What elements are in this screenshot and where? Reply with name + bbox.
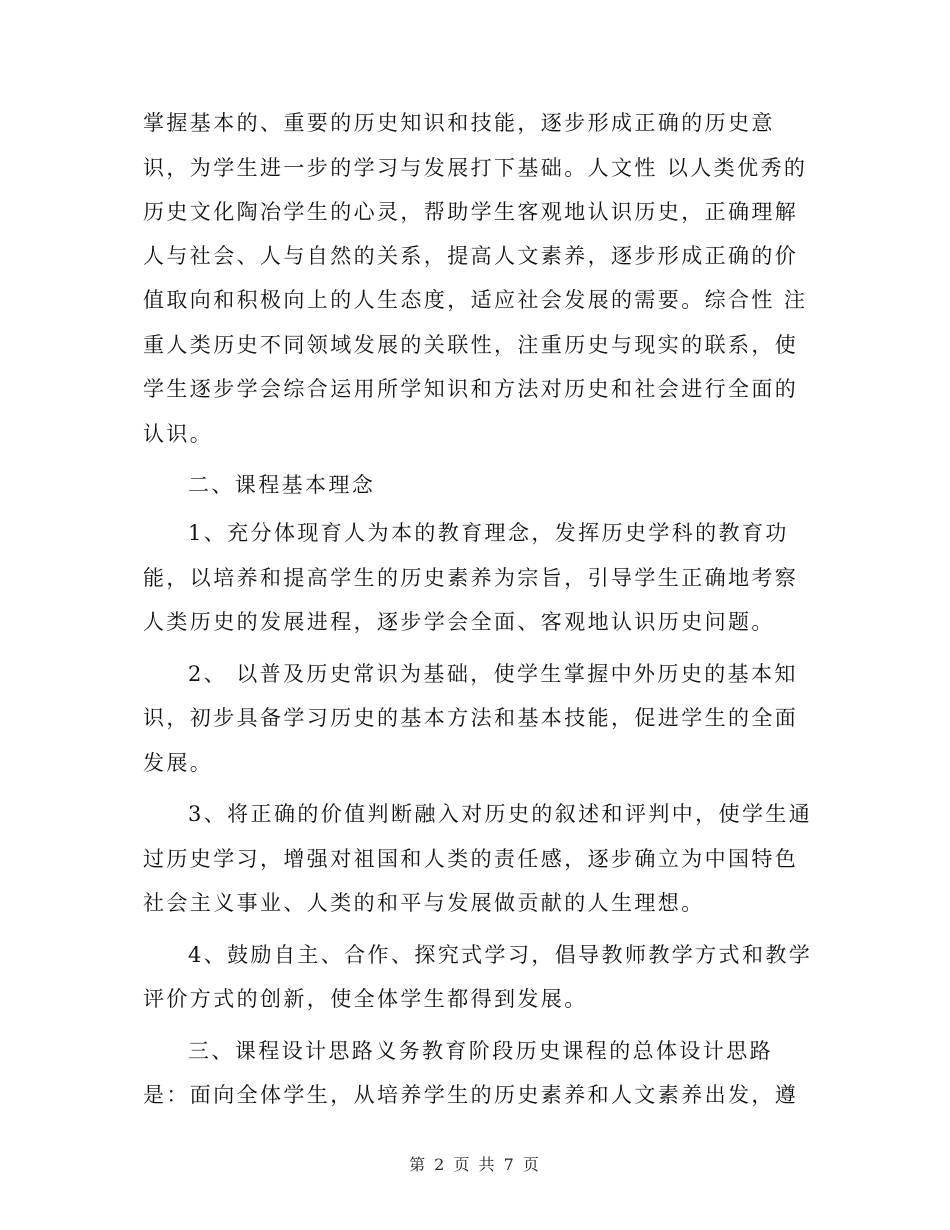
text-line: 2、 以普及历史常识为基础，使学生掌握中外历史的基本知 bbox=[188, 662, 798, 686]
text-line: 值取向和积极向上的人生态度，适应社会发展的需要。综合性 注 bbox=[143, 288, 808, 312]
text-line: 人与社会、人与自然的关系，提高人文素养，逐步形成正确的价 bbox=[143, 244, 799, 268]
text-line: 学生逐步学会综合运用所学知识和方法对历史和社会进行全面的 bbox=[143, 377, 799, 401]
page-number: 第 2 页 共 7 页 bbox=[409, 1155, 541, 1174]
text-line: 3、将正确的价值判断融入对历史的叙述和评判中，使学生通 bbox=[188, 802, 813, 826]
text-line: 能，以培养和提高学生的历史素养为宗旨，引导学生正确地考察 bbox=[143, 566, 799, 590]
text-line: 社会主义事业、人类的和平与发展做贡献的人生理想。 bbox=[143, 891, 705, 915]
text-line: 评价方式的创新，使全体学生都得到发展。 bbox=[143, 987, 588, 1011]
text-line: 历史文化陶冶学生的心灵，帮助学生客观地认识历史，正确理解 bbox=[143, 200, 799, 224]
text-line: 掌握基本的、重要的历史知识和技能，逐步形成正确的历史意 bbox=[143, 111, 775, 135]
text-line: 过历史学习，增强对祖国和人类的责任感，逐步确立为中国特色 bbox=[143, 847, 799, 871]
text-line: 4、鼓励自主、合作、探究式学习，倡导教师教学方式和教学 bbox=[188, 943, 813, 967]
text-line: 1、充分体现育人为本的教育理念，发挥历史学科的教育功 bbox=[188, 521, 789, 545]
text-line: 发展。 bbox=[143, 751, 214, 775]
text-line: 重人类历史不同领域发展的关联性，注重历史与现实的联系，使 bbox=[143, 333, 799, 357]
text-line: 是：面向全体学生，从培养学生的历史素养和人文素养出发，遵 bbox=[143, 1083, 799, 1107]
section-heading: 三、课程设计思路义务教育阶段历史课程的总体设计思路 bbox=[188, 1039, 773, 1063]
section-heading: 二、课程基本理念 bbox=[188, 473, 376, 497]
text-line: 识，为学生进一步的学习与发展打下基础。人文性 以人类优秀的 bbox=[143, 156, 808, 180]
text-line: 人类历史的发展进程，逐步学会全面、客观地认识历史问题。 bbox=[143, 610, 775, 634]
text-line: 认识。 bbox=[143, 422, 214, 446]
text-line: 识，初步具备学习历史的基本方法和基本技能，促进学生的全面 bbox=[143, 706, 799, 730]
